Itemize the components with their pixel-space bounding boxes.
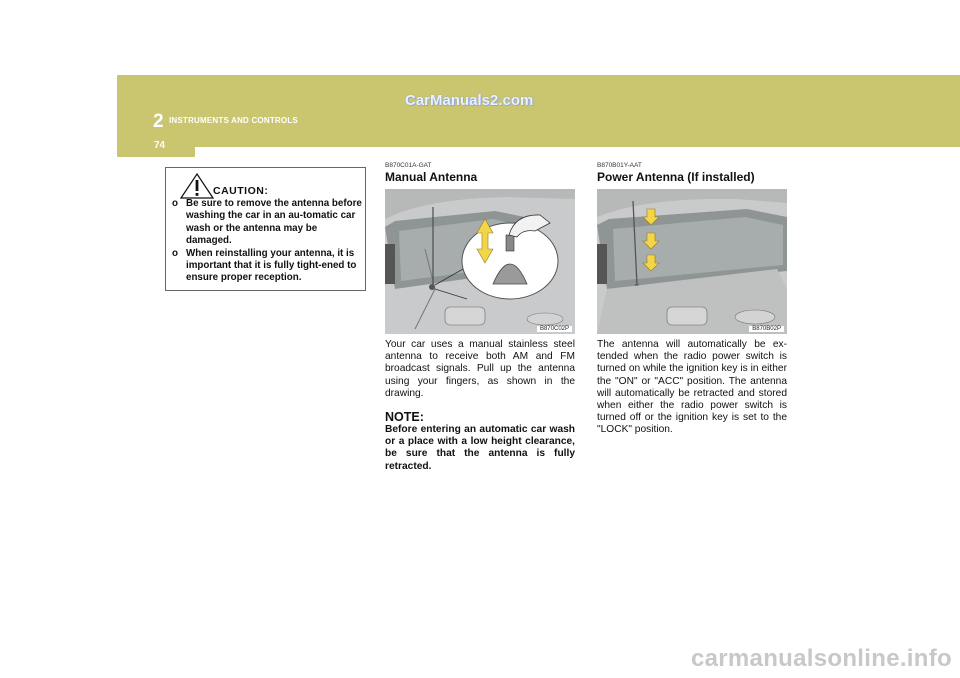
bullet: o <box>172 247 178 259</box>
header-band <box>117 75 960 147</box>
watermark-bottom[interactable]: carmanualsonline.info <box>690 645 952 672</box>
chapter-number: 2 <box>153 111 164 132</box>
section-title: Manual Antenna <box>385 170 478 184</box>
manual-antenna-illustration <box>385 189 575 334</box>
watermark-top[interactable]: CarManuals2.com <box>405 92 534 109</box>
figure-code: B870B02P <box>749 326 784 332</box>
bullet: o <box>172 198 178 209</box>
section-body: Your car uses a manual stainless steel antenna to receive both AM and FM broadcast signals. Pull up the antenna using your fingers, as shown in the drawing. <box>385 339 575 399</box>
power-antenna-section <box>597 162 787 437</box>
power-antenna-illustration <box>597 189 787 334</box>
caution-list <box>172 198 364 285</box>
section-code: B870B01Y-AAT <box>597 162 642 169</box>
page-number: 74 <box>154 140 166 151</box>
caution-item-text: Be sure to remove the antenna before washing the car in an au-tomatic car wash or the antenna may be damaged. <box>186 198 362 247</box>
caution-item <box>172 198 364 248</box>
section-code: B870C01A-GAT <box>385 162 432 169</box>
note-text: Before entering an automatic car wash or a place with a low height clearance, be sure that the antenna is fully retracted. <box>385 424 575 472</box>
manual-antenna-section <box>385 162 575 473</box>
caution-box <box>165 167 366 291</box>
note-title: NOTE: <box>385 410 424 425</box>
caution-title: CAUTION: <box>213 185 269 197</box>
warning-triangle-icon <box>180 173 214 199</box>
section-body: The antenna will automatically be ex-tended when the radio power switch is turned on while the ignition key is in either the "ON" or "ACC" position. The antenna will automatically be retracted and stored when either the radio power switch is turned off or the ignition key is set to the "LOCK" position. <box>597 339 787 436</box>
figure-code: B870C02P <box>537 326 572 332</box>
caution-item <box>172 248 364 285</box>
caution-item-text: When reinstalling your antenna, it is important that it is fully tight-ened to ensure proper reception. <box>186 247 357 284</box>
chapter-title: INSTRUMENTS AND CONTROLS <box>169 116 298 125</box>
section-title: Power Antenna (If installed) <box>597 170 755 184</box>
